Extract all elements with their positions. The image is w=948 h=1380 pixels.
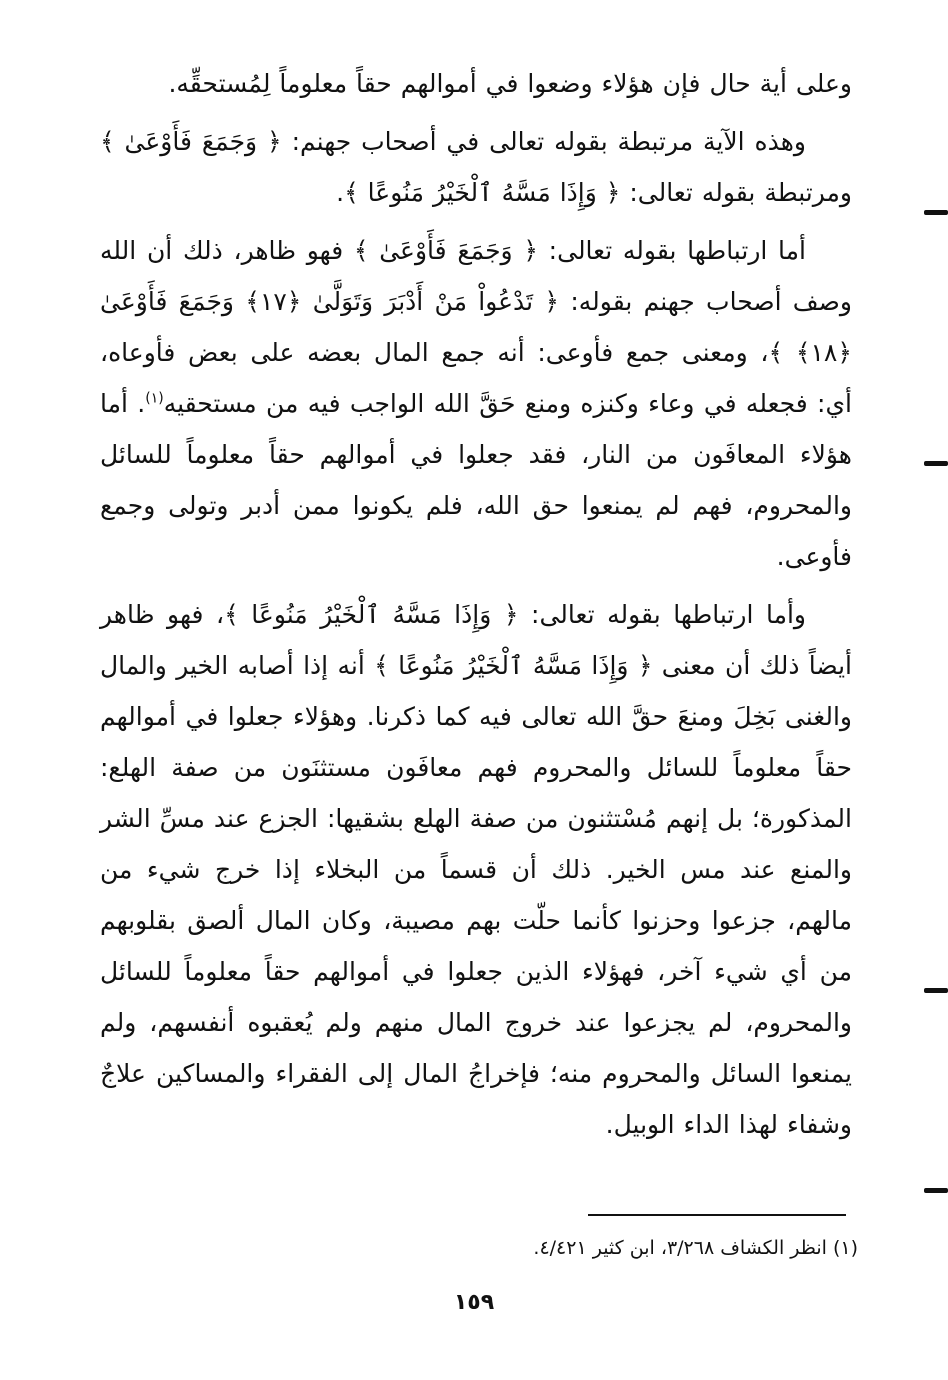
margin-mark bbox=[924, 1188, 948, 1193]
paragraph-3-tail: . أما هؤلاء المعافَون من النار، فقد جعلوا في أموالهم حقاً معلوماً للسائل والمحروم، فهم لم يمنعوا حق الله، فلم يكونوا ممن أدبر وتولى وجمع فأوعى. bbox=[100, 389, 852, 571]
paragraph-3 bbox=[100, 225, 852, 582]
page-number: ١٥٩ bbox=[453, 1290, 495, 1315]
footnote: (١) انظر الكشاف ٣/٢٦٨، ابن كثير ٤/٤٢١. bbox=[533, 1237, 858, 1259]
margin-mark bbox=[924, 210, 948, 215]
margin-mark bbox=[924, 988, 948, 993]
paragraph-4: وأما ارتباطها بقوله تعالى: ﴿ وَإِذَا مَسَّهُ ٱلْخَيْرُ مَنُوعًا ﴾، فهو ظاهر أيضاً ذلك أن معنى ﴿ وَإِذَا مَسَّهُ ٱلْخَيْرُ مَنُوعًا ﴾ أنه إذا أصابه الخير والمال والغنى بَخِلَ ومنعَ حقَّ الله تعالى فيه كما ذكرنا. وهؤلاء جعلوا في أموالهم حقاً معلوماً للسائل والمحروم فهم معافَون مستثنَون من صفة الهلع: المذكورة؛ بل إنهم مُسْتثنون من صفة الهلع بشقيها: الجزع عند مسِّ الشر والمنع عند مس الخير. ذلك أن قسماً من البخلاء إذا خرج شيء من مالهم، جزعوا وحزنوا كأنما حلّت بهم مصيبة، وكان المال ألصق بقلوبهم من أي شيء آخر، فهؤلاء الذين جعلوا في أموالهم حقاً معلوماً للسائل والمحروم، لم يجزعوا عند خروج المال منهم ولم يُعقبوه أنفسهم، ولم يمنعوا السائل والمحروم منه؛ فإخراجُ المال إلى الفقراء والمساكين علاجٌ وشفاء لهذا الداء الوبيل. bbox=[100, 600, 852, 1139]
footnote-reference: (١) bbox=[145, 390, 164, 407]
footnote-divider bbox=[588, 1214, 846, 1216]
paragraph-2: وهذه الآية مرتبطة بقوله تعالى في أصحاب جهنم: ﴿ وَجَمَعَ فَأَوْعَىٰ ﴾ ومرتبطة بقوله تعالى: ﴿ وَإِذَا مَسَّهُ ٱلْخَيْرُ مَنُوعًا ﴾. bbox=[100, 127, 852, 207]
margin-mark bbox=[924, 461, 948, 466]
paragraph-1: وعلى أية حال فإن هؤلاء وضعوا في أموالهم حقاً معلوماً لِمُستحقِّه. bbox=[168, 69, 852, 98]
paragraph-3-text: أما ارتباطها بقوله تعالى: ﴿ وَجَمَعَ فَأَوْعَىٰ ﴾ فهو ظاهر، ذلك أن الله وصف أصحاب جهنم بقوله: ﴿ تَدْعُواْ مَنْ أَدْبَرَ وَتَوَلَّىٰ ﴿١٧﴾ وَجَمَعَ فَأَوْعَىٰ ﴿١٨﴾ ﴾، ومعنى جمع فأوعى: أنه جمع المال بعضه على بعض فأوعاه، أي: فجعله في وعاء وكنزه ومنع حَقَّ الله الواجب فيه من مستحقيه bbox=[100, 236, 852, 418]
main-text bbox=[100, 58, 852, 1157]
